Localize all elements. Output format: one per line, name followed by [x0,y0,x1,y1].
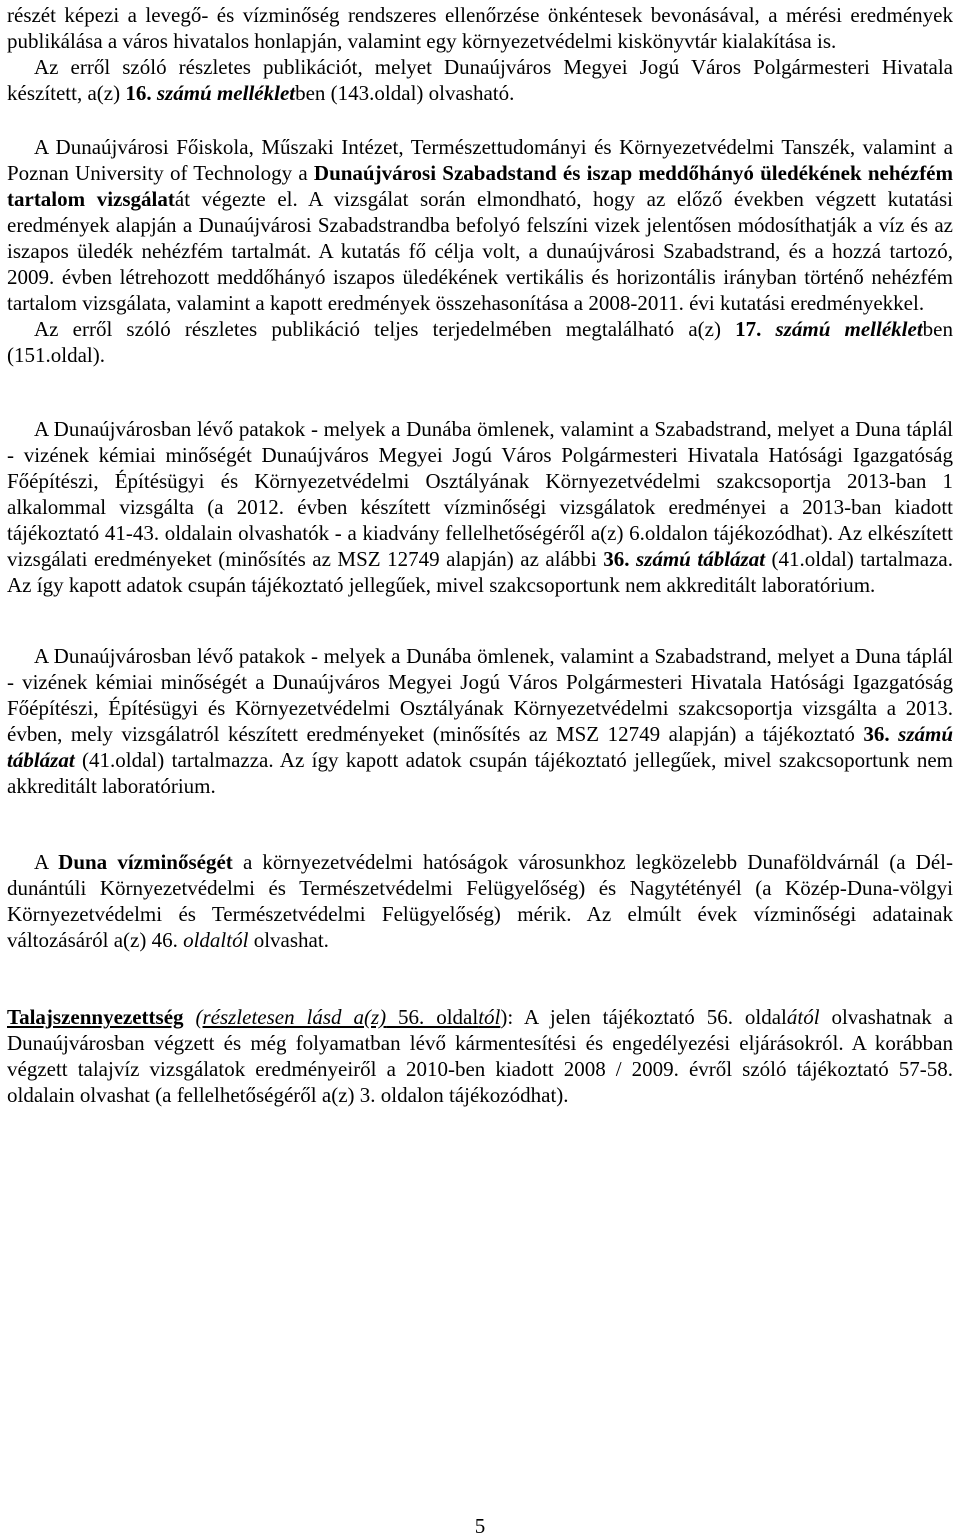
paragraph-2 [7,134,953,368]
paragraph-3-text-b: (41.oldal) tartalmaza. Az így kapott adatok csupán tájékoztató jellegűek, mivel szakcsoportunk nem akkreditált laboratórium. [7,547,953,597]
page-number: 5 [474,1514,486,1538]
study-title: Dunaújvárosi Szabadstand és iszap meddőhányó üledékének nehézfém tartalom vizsgálat [7,161,953,211]
reference-number: 16. [125,81,152,105]
paragraph-6-italic-a: (részletesen lásd a(z) [195,1005,387,1029]
paragraph-5-text-c: olvashat. [248,928,329,952]
reference-label: számú melléklet [151,81,296,105]
duna-water-quality-heading: Duna vízminőségét [58,850,233,874]
paragraph-4 [7,643,953,799]
paragraph-4-text-b: (41.oldal) tartalmazza. Az így kapott adatok csupán tájékoztató jellegűek, mivel szakcsoportunk nem akkreditált laboratórium. [7,748,953,798]
paragraph-5 [7,849,953,953]
paragraph-4-text-a: A Dunaújvárosban lévő patakok - melyek a Dunába ömlenek, valamint a Szabadstrand, melyet a Duna táplál - vizének kémiai minőségét a Dunaújváros Megyei Jogú Város Polgármesteri Hivatala Hatósági Igazgatóság Főépítészi, Építésügyi és Környezetvédelmi Osztályának Környezetvédelmi szakcsoportja vizsgálta a 2013. évben, mely vizsgálatról készített eredményeket (minősítés az MSZ 12749 alapján) a tájékoztató [7,644,953,746]
paragraph-6-italic-c: ától [786,1005,820,1029]
paragraph-6-italic-b: tól [478,1005,501,1029]
paragraph-6 [7,1004,953,1108]
paragraph-5-text-a: A [34,850,59,874]
paragraph-1-text-a: részét képezi a levegő- és vízminőség rendszeres ellenőrzése önkéntesek bevonásával, a mérési eredmények publikálása a város hivatalos honlapján, valamint egy környezetvédelmi kiskönyvtár kialakítása is. [7,3,953,53]
paragraph-3 [7,416,953,598]
reference-label: számú táblázat [629,547,766,571]
paragraph-2-text-a: A Dunaújvárosi Főiskola, Műszaki Intézet, Természettudományi és Környezetvédelmi Tanszék, valamint a Poznan University of Technology a [7,135,953,185]
paragraph-1-text-b: Az erről szóló részletes publikációt, melyet Dunaújváros Megyei Jogú Város Polgármesteri Hivatala készített, a(z) [7,55,953,105]
paragraph-2-text-c: Az erről szóló részletes publikáció teljes terjedelmében megtalálható a(z) [34,317,736,341]
reference-number: 36. [603,547,630,571]
paragraph-2-text-d: ben (151.oldal). [7,317,953,367]
paragraph-1-text-c: ben (143.oldal) olvasható. [295,81,515,105]
soil-contamination-heading: Talajszennyezettség [7,1005,184,1029]
paragraph-5-text-b: a környezetvédelmi hatóságok városunkhoz legközelebb Dunaföldvárnál (a Dél-dunántúli Környezetvédelmi és Természetvédelmi Felügyelőség) és Nagytétényél (a Közép-Duna-völgyi Környezetvédelmi és Természetvédelmi Felügyelőség) mérik. Az elmúlt évek vízminőségi adatainak változásáról a(z) 46. [7,850,953,952]
paragraph-3-text-a: A Dunaújvárosban lévő patakok - melyek a Dunába ömlenek, valamint a Szabadstrand, melyet a Duna táplál - vizének kémiai minőségét Dunaújváros Megyei Jogú Város Polgármesteri Hivatala Hatósági Igazgatóság Főépítészi, Építésügyi és Környezetvédelmi Osztályának Környezetvédelmi szakcsoportja 2013-ban 1 alkalommal vizsgálta (a 2012. évben készített vízminőségi vizsgálatok eredményei a 2013-ban kiadott tájékoztató 41-43. oldalain olvashatók - a kiadvány fellelhetőségéről a(z) 6.oldalon tájékozódhat). Az elkészített vizsgálati eredményeket (minősítés az MSZ 12749 alapján) az alábbi [7,417,953,571]
reference-number: 36. [863,722,890,746]
paragraph-6-text-b: ): A jelen tájékoztató 56. oldal [500,1005,787,1029]
paragraph-2-text-b: át végezte el. A vizsgálat során elmondható, hogy az előző években végzett kutatási eredmények alapján a Dunaújvárosi Szabadstrandba befolyó felszíni vizek jelentősen módosíthatják a víz és az iszapos üledék nehézfém tartalmát. A kutatás fő célja volt, a dunaújvárosi Szabadstrand, és a hozzá tartozó, 2009. évben létrehozott meddőhányó iszapos üledékének vertikális és horizontális irányban történő nehézfém tartalom vizsgálata, valamint a kapott eredmények összehasonítása a 2008-2011. évi kutatási eredményekkel. [7,187,954,315]
reference-number: 17. [735,317,762,341]
paragraph-6-text-a: 56. oldal [386,1005,479,1029]
reference-label: számú melléklet [761,317,923,341]
document-page [7,2,953,1108]
reference-label: számú táblázat [7,722,953,772]
paragraph-5-italic: oldaltól [183,928,249,952]
paragraph-1 [7,2,953,106]
paragraph-6-space [184,1005,196,1029]
paragraph-6-text-c: olvashatnak a Dunaújvárosban végzett és még folyamatban lévő kármentesítési és engedélyezési eljárásokról. A korábban végzett talajvíz vizsgálatok eredményeiről a 2010-ben kiadott 2008 / 2009. évről szóló tájékoztató 57-58. oldalain olvashat (a fellelhetőségéről a(z) 3. oldalon tájékozódhat). [7,1005,954,1107]
